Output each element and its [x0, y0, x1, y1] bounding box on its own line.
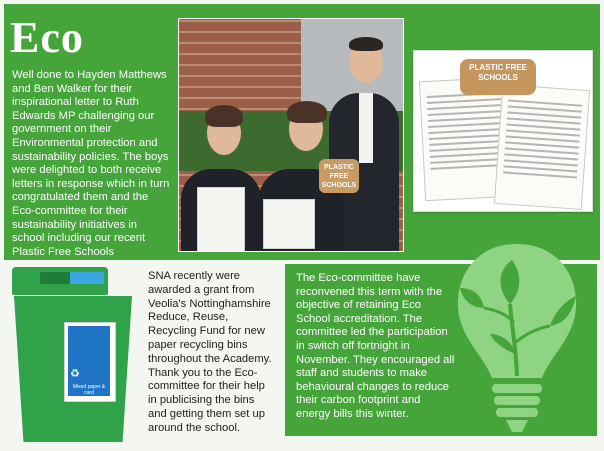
teacher-shirt: [359, 93, 373, 163]
bulb-base-ring-2: [494, 396, 540, 405]
students-with-teacher-photo: [178, 18, 404, 252]
letter-page-right: [494, 84, 590, 210]
plastic-free-sign-photo: PLASTIC FREE SCHOOLS: [319, 159, 359, 193]
plastic-free-sign-letters: PLASTIC FREE SCHOOLS: [460, 59, 536, 95]
student-middle-letter: [263, 199, 315, 249]
grant-paragraph: SNA recently were awarded a grant from Veolia's Nottinghamshire Reduce, Reuse, Recycling Fund for new paper recycling bins throughout the Academy. Thank you to the Eco-committee for their help in publicising the bins and getting them set up around the school.: [148, 270, 272, 434]
bulb-tip: [506, 420, 528, 432]
lightbulb-plant-icon: [452, 238, 582, 444]
intro-paragraph: Well done to Hayden Matthews and Ben Walker for their inspirational letter to Ruth Edwards MP challenging our government on their Environmental protection and sustainability policies. The boys were delighted to both receive letters in response which in turn congratulated them and the Eco-committee for their sustainability initiatives in school including our recent Plastic Free Schools: [12, 69, 170, 258]
letters-image: [413, 50, 593, 212]
student-left-letter: [197, 187, 245, 252]
recycle-icon: ♻: [70, 368, 80, 380]
bin-lid-label: [70, 272, 104, 284]
bulb-base-ring-1: [492, 384, 542, 393]
teacher-hair: [349, 37, 383, 51]
bin-sticker-label: Mixed paper & card: [72, 384, 106, 396]
student-middle-hair: [287, 101, 327, 123]
page-title: Eco: [10, 13, 84, 62]
bulb-base-ring-3: [496, 408, 538, 417]
committee-paragraph: The Eco-committee have reconvened this term with the objective of retaining Eco School accreditation. The committee led the participation in switch off fortnight in November. They encouraged all staff and students to make behavioural changes to reduce their carbon footprint and energy bills this winter.: [296, 272, 455, 420]
student-left-hair: [205, 105, 243, 127]
